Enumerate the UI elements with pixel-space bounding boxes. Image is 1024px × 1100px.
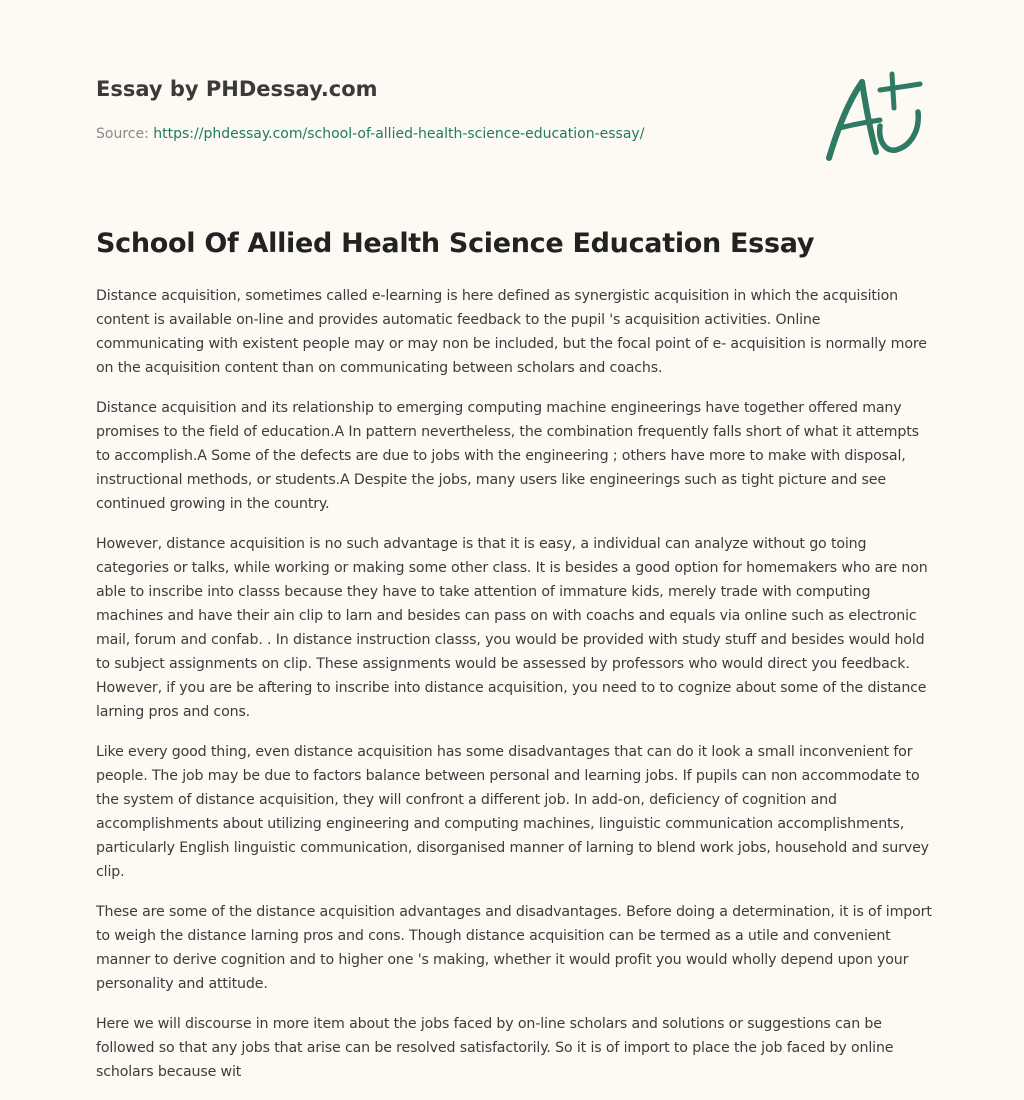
source-line [96, 124, 796, 144]
essay-paragraph: These are some of the distance acquisition advantages and disadvantages. Before doing a determination, it is of import to weigh the distance larning pros and cons. Though distance acquisition can be termed as a utile and convenient manner to derive cognition and to higher one 's making, whether it would profit you would wholly depend upon your personality and attitude. [96, 904, 932, 992]
essay-paragraph: Distance acquisition, sometimes called e-learning is here defined as synergistic acquisition in which the acquisition content is available on-line and provides automatic feedback to the pupil 's acquisition activities. Online communicating with existent people may or may non be included, but the focal point of e- acquisition is normally more on the acquisition content than on communicating between scholars and coachs. [96, 288, 927, 376]
essay-paragraph: Here we will discourse in more item about the jobs faced by on-line scholars and solutions or suggestions can be followed so that any jobs that arise can be resolved satisfactorily. So it is of import to place the job faced by online scholars because wit [96, 1016, 894, 1080]
source-link[interactable]: https://phdessay.com/school-of-allied-health-science-education-essay/ [153, 126, 645, 142]
a-plus-logo-icon [820, 68, 930, 164]
essay-title: School Of Allied Health Science Education Essay [96, 228, 815, 259]
brand-title: Essay by PHDessay.com [96, 77, 378, 101]
essay-body [96, 284, 932, 1084]
source-label: Source: [96, 126, 154, 142]
essay-header [96, 74, 796, 144]
essay-paragraph: Distance acquisition and its relationship to emerging computing machine engineerings have together offered many promises to the field of education.A In pattern nevertheless, the combination frequently falls short of what it attempts to accomplish.A Some of the defects are due to jobs with the engineering ; others have more to make with disposal, instructional methods, or students.A Despite the jobs, many users like engineerings such as tight picture and see continued growing in the country. [96, 400, 919, 512]
essay-paragraph: However, distance acquisition is no such advantage is that it is easy, a individual can analyze without go toing categories or talks, while working or making some other class. It is besides a good option for homemakers who are non able to inscribe into classs because they have to take attention of immature kids, merely trade with computing machines and have their ain clip to larn and besides can pass on with coachs and equals via online such as electronic mail, forum and confab. . In distance instruction classs, you would be provided with study stuff and besides would hold to subject assignments on clip. These assignments would be assessed by professors who would direct you feedback. However, if you are be aftering to inscribe into distance acquisition, you need to to cognize about some of the distance larning pros and cons. [96, 536, 928, 720]
essay-paragraph: Like every good thing, even distance acquisition has some disadvantages that can do it look a small inconvenient for people. The job may be due to factors balance between personal and learning jobs. If pupils can non accommodate to the system of distance acquisition, they will confront a different job. In add-on, deficiency of cognition and accomplishments about utilizing engineering and computing machines, linguistic communication accomplishments, particularly English linguistic communication, disorganised manner of larning to blend work jobs, household and survey clip. [96, 744, 929, 880]
